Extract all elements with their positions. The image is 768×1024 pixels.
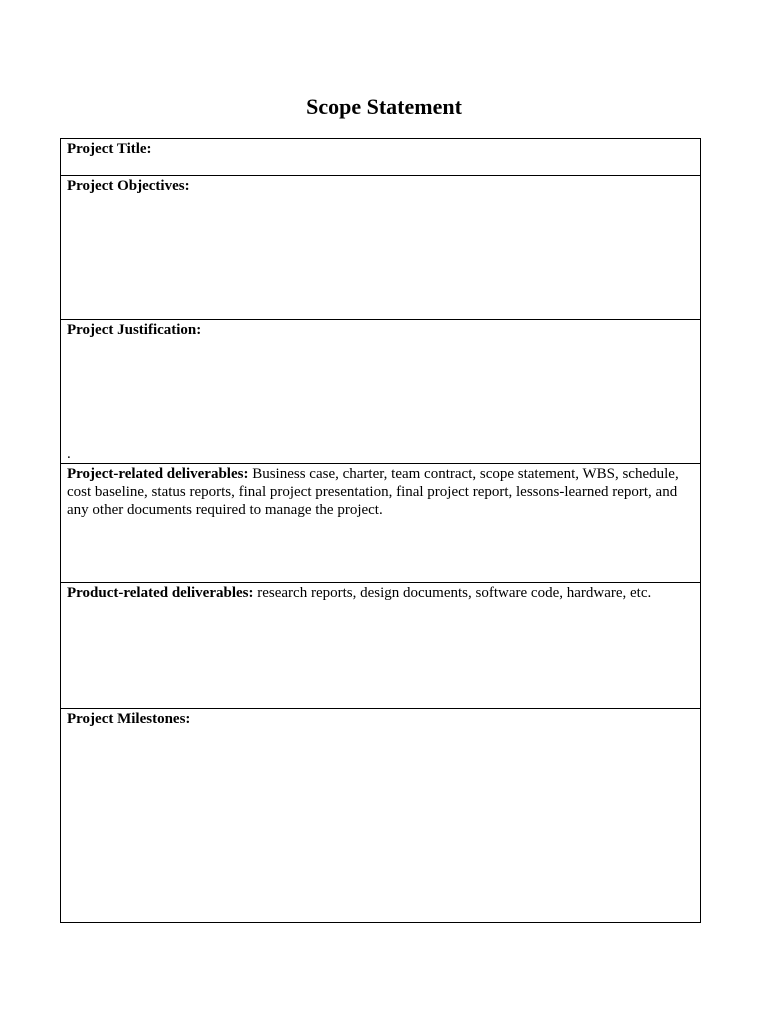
- project-objectives-cell[interactable]: [61, 176, 701, 320]
- project-title-label: Project Title:: [67, 141, 152, 157]
- project-objectives-label: Project Objectives:: [67, 178, 190, 194]
- project-deliverables-label: Project-related deliverables:: [67, 466, 249, 482]
- project-milestones-row: [61, 709, 701, 923]
- product-deliverables-value: research reports, design documents, software code, hardware, etc.: [257, 585, 652, 601]
- project-deliverables-cell[interactable]: [61, 464, 701, 583]
- project-deliverables-value: Business case, charter, team contract, scope statement, WBS, schedule, cost baseline, status reports, final project presentation, final project report, lessons-learned report, and any other documents required to manage the project.: [67, 466, 679, 518]
- document-title: Scope Statement: [306, 94, 462, 119]
- project-justification-row: [61, 320, 701, 464]
- product-deliverables-label: Product-related deliverables:: [67, 585, 254, 601]
- project-objectives-row: [61, 176, 701, 320]
- project-justification-label: Project Justification:: [67, 322, 202, 338]
- project-milestones-label: Project Milestones:: [67, 711, 191, 727]
- project-title-row: [61, 139, 701, 176]
- scope-statement-table: [60, 138, 701, 923]
- project-deliverables-row: [61, 464, 701, 583]
- project-justification-cell[interactable]: [61, 320, 701, 464]
- project-milestones-cell[interactable]: [61, 709, 701, 923]
- project-title-cell[interactable]: [61, 139, 701, 176]
- justification-trailing-mark: .: [67, 446, 71, 462]
- product-deliverables-cell[interactable]: [61, 583, 701, 709]
- product-deliverables-row: [61, 583, 701, 709]
